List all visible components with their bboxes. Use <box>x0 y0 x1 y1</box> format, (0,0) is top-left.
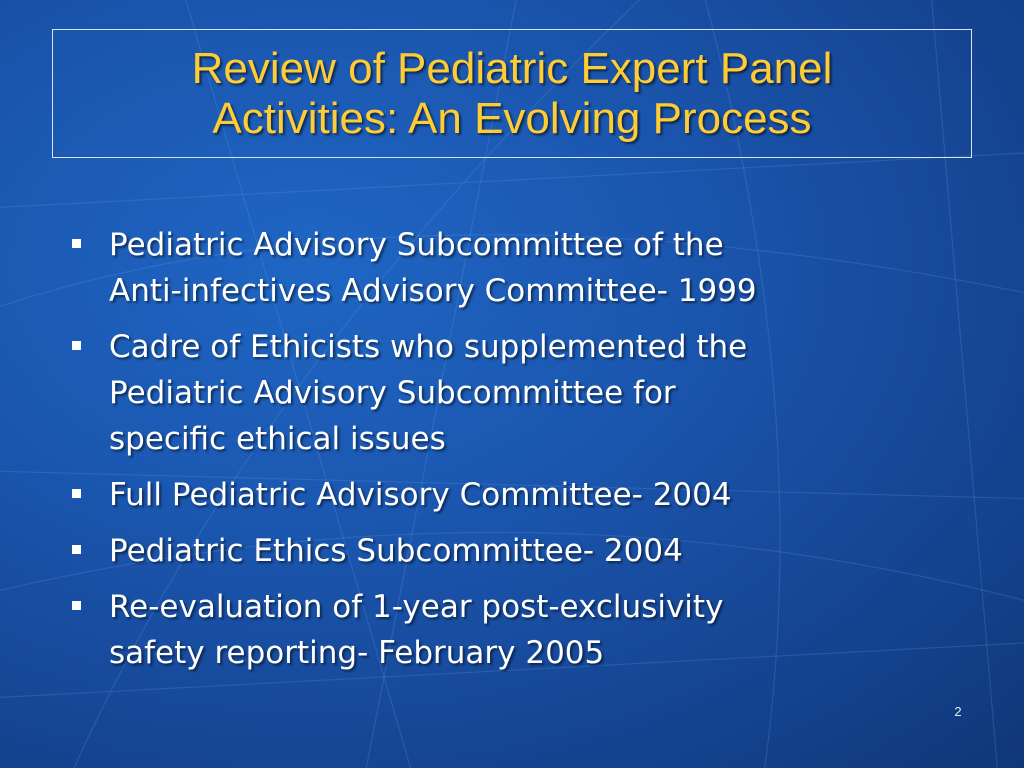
bullet-item <box>68 472 968 518</box>
bullet-text-line: specific ethical issues <box>109 421 446 457</box>
bullet-text-line: Pediatric Ethics Subcommittee- 2004 <box>109 533 683 569</box>
bullet-text-line: safety reporting- February 2005 <box>109 635 605 671</box>
square-bullet-icon <box>72 601 81 610</box>
title-box <box>52 29 972 158</box>
square-bullet-icon <box>72 489 81 498</box>
square-bullet-icon <box>72 341 81 350</box>
bullet-text-line: Pediatric Advisory Subcommittee for <box>109 375 676 411</box>
slide-title-line-2: Activities: An Evolving Process <box>212 93 812 143</box>
page-number: 2 <box>954 704 962 719</box>
bullet-text-line: Anti-infectives Advisory Committee- 1999 <box>109 273 757 309</box>
bullet-text-line: Pediatric Advisory Subcommittee of the <box>109 227 724 263</box>
square-bullet-icon <box>72 545 81 554</box>
bullet-item <box>68 324 968 462</box>
bullet-text-line: Re-evaluation of 1-year post-exclusivity <box>109 589 724 625</box>
square-bullet-icon <box>72 239 81 248</box>
bullet-text-line: Full Pediatric Advisory Committee- 2004 <box>109 477 732 513</box>
bullet-item <box>68 222 968 314</box>
bullet-list <box>68 222 968 686</box>
bullet-item <box>68 528 968 574</box>
bullet-item <box>68 584 968 676</box>
slide-title-line-1: Review of Pediatric Expert Panel <box>191 43 833 93</box>
bullet-text-line: Cadre of Ethicists who supplemented the <box>109 329 748 365</box>
